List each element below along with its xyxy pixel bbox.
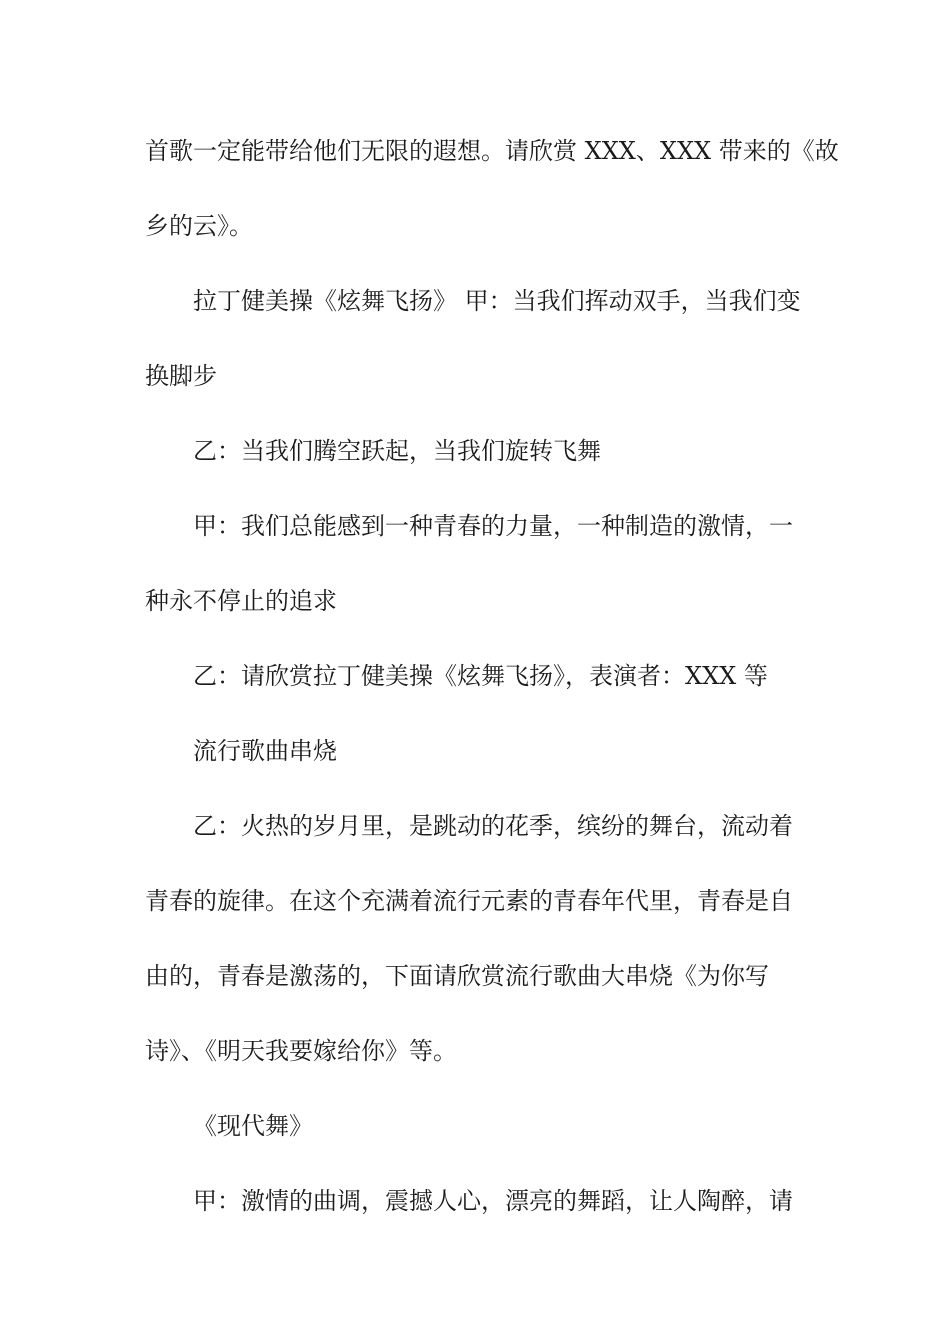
text-line: 换脚步 [145,362,217,390]
text-line: 拉丁健美操《炫舞飞扬》 甲：当我们挥动双手，当我们变 [193,287,801,315]
text-line: 青春的旋律。在这个充满着流行元素的青春年代里，青春是自 [145,887,793,915]
text-line: 种永不停止的追求 [145,587,337,615]
text-line: 首歌一定能带给他们无限的遐想。请欣赏 XXX、XXX 带来的《故 [145,137,839,165]
text-line: 甲：激情的曲调，震撼人心，漂亮的舞蹈，让人陶醉，请 [193,1187,793,1215]
section-heading: 《现代舞》 [193,1112,313,1140]
section-heading: 流行歌曲串烧 [193,737,337,765]
text-line: 由的，青春是激荡的，下面请欣赏流行歌曲大串烧《为你写 [145,962,769,990]
text-line: 乙：当我们腾空跃起，当我们旋转飞舞 [193,437,601,465]
text-line: 乙：请欣赏拉丁健美操《炫舞飞扬》，表演者：XXX 等 [193,662,768,690]
text-line: 乡的云》。 [145,212,253,240]
text-line: 诗》、《明天我要嫁给你》等。 [145,1037,457,1065]
text-line: 乙：火热的岁月里，是跳动的花季，缤纷的舞台，流动着 [193,812,793,840]
text-line: 甲：我们总能感到一种青春的力量，一种制造的激情，一 [193,512,793,540]
